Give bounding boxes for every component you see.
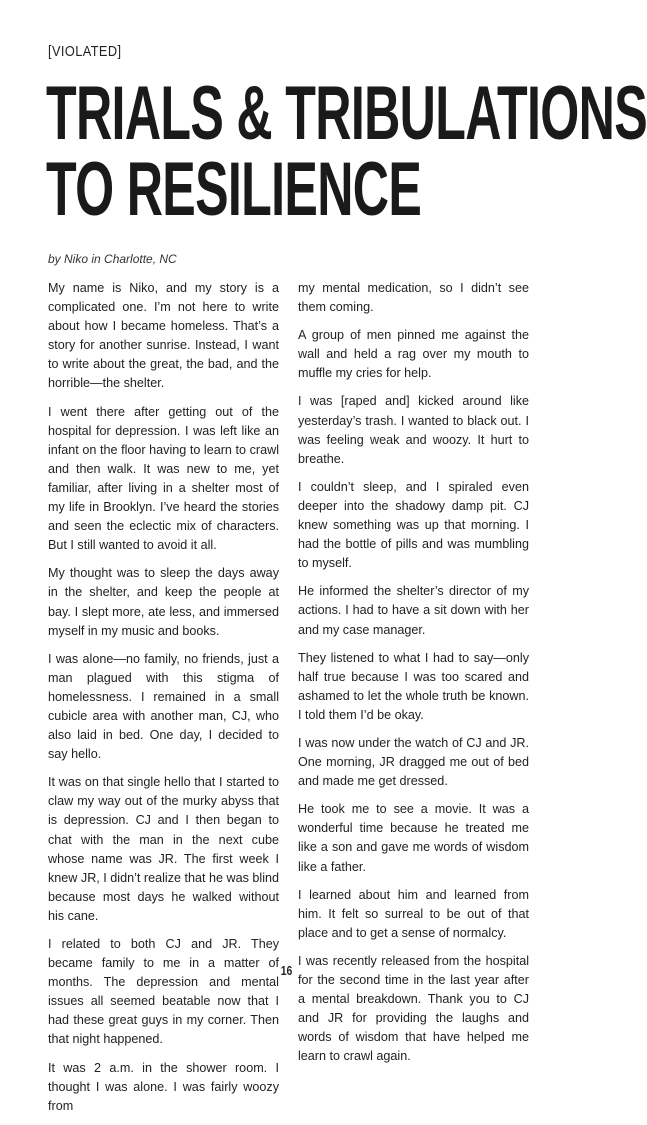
paragraph: my mental medication, so I didn’t see them coming. xyxy=(298,281,529,315)
paragraph: A group of men pinned me against the wall and held a rag over my mouth to muffle my cries for help. xyxy=(298,328,529,381)
byline: by Niko in Charlotte, NC xyxy=(48,252,177,266)
paragraph: He took me to see a movie. It was a wonderful time because he treated me like a son and gave me words of wisdom like a father. xyxy=(298,802,529,874)
paragraph: I was [raped and] kicked around like yesterday’s trash. I wanted to black out. I was feeling weak and woozy. It hurt to breathe. xyxy=(298,394,529,466)
paragraph: It was 2 a.m. in the shower room. I thought I was alone. I was fairly woozy from xyxy=(48,1060,279,1113)
paragraph: I related to both CJ and JR. They became family to me in a matter of months. The depression and mental issues all seemed beatable now that I had these great guys in my corner. Then that night happened. xyxy=(48,937,279,1047)
section-kicker: [VIOLATED] xyxy=(48,43,122,60)
paragraph: It was on that single hello that I started to claw my way out of the murky abyss that is depression. CJ and I then began to chat with the man in the next cube whose name was JR. The first week I knew JR, I didn’t realize that he was blind because most days he walked without his cane. xyxy=(48,775,280,923)
paragraph: I was alone—no family, no friends, just a man plagued with this stigma of homelessness. I remained in a small cubicle area with another man, CJ, who also laid in bed. One day, I decided to say hello. xyxy=(48,651,279,762)
article-title-line-1: TRIALS & TRIBULATIONS xyxy=(46,71,647,156)
paragraph: My thought was to sleep the days away in the shelter, and keep the people at bay. I slept more, ate less, and immersed myself in my music and books. xyxy=(48,566,279,638)
paragraph: They listened to what I had to say—only half true because I was too scared and ashamed to let the whole truth be known. I told them I’d be okay. xyxy=(298,650,529,722)
paragraph: He informed the shelter’s director of my actions. I had to have a sit down with her and my case manager. xyxy=(298,584,529,637)
article-title xyxy=(46,71,647,232)
left-column xyxy=(48,279,279,1125)
page-number: 16 xyxy=(280,963,293,978)
paragraph: I was recently released from the hospital for the second time in the last year after a mental breakdown. Thank you to CJ and JR for providing the laughs and words of wisdom that have helped me learn to crawl again. xyxy=(298,953,529,1064)
article-title-line-2: TO RESILIENCE xyxy=(46,147,422,232)
right-column xyxy=(298,279,529,1075)
paragraph: I learned about him and learned from him. It felt so surreal to be out of that place and to get a sense of normalcy. xyxy=(298,887,529,940)
paragraph: I was now under the watch of CJ and JR. One morning, JR dragged me out of bed and made me get dressed. xyxy=(298,735,529,789)
paragraph: My name is Niko, and my story is a complicated one. I’m not here to write about how I became homeless. That’s a story for another sunrise. Instead, I want to write about the great, the bad, and the horrible—the shelter. xyxy=(48,281,279,391)
paragraph: I couldn’t sleep, and I spiraled even deeper into the shadowy damp pit. CJ knew something was up that morning. I had the bottle of pills and was mumbling to myself. xyxy=(298,479,529,571)
paragraph: I went there after getting out of the hospital for depression. I was left like an infant on the floor having to learn to crawl and then walk. It was new to me, yet familiar, after living in a shelter most of my life in Brooklyn. I’ve heard the stories and seen the eclectic mix of characters. But I still wanted to avoid it all. xyxy=(48,404,279,553)
